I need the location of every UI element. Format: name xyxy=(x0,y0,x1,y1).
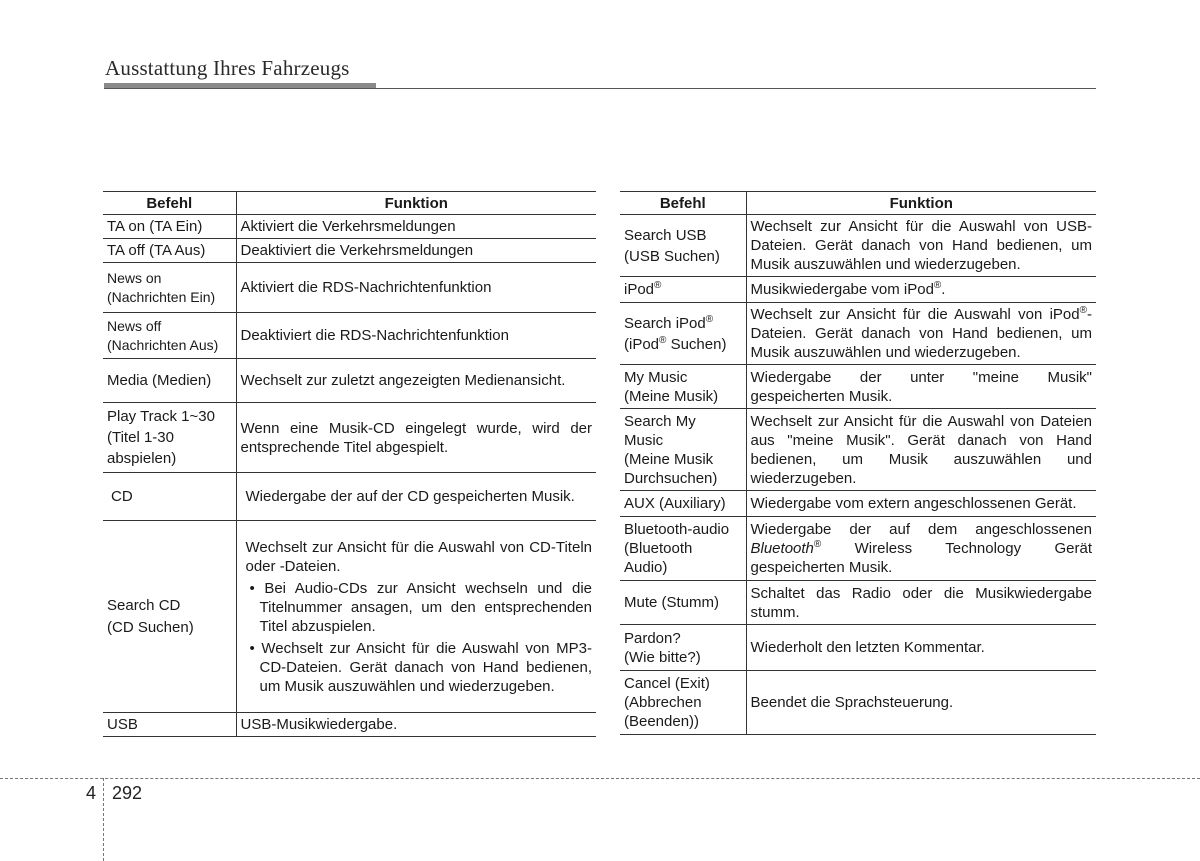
function-text: -Dateien. Gerät danach von Hand bedienen, um Musik auszuwählen und wiederzugeben. xyxy=(750,306,1092,361)
command-line: Cancel (Exit) xyxy=(624,675,710,692)
table-row xyxy=(103,521,596,713)
function-cell xyxy=(746,277,1096,303)
command-line: abspielen) xyxy=(107,450,177,467)
chapter-number: 4 xyxy=(86,783,97,803)
table-row xyxy=(620,303,1096,365)
command-line xyxy=(624,313,742,334)
table-row xyxy=(620,215,1096,277)
registered-mark: ® xyxy=(1079,305,1087,316)
command-line: (Nachrichten Ein) xyxy=(107,288,216,305)
command-line: Search USB xyxy=(624,226,707,244)
command-line: My Music xyxy=(624,368,688,386)
function-cell: Deaktiviert die RDS-Nachrichtenfunktion xyxy=(236,313,596,359)
command-cell xyxy=(620,409,746,491)
function-cell: Wechselt zur Ansicht für die Auswahl von Dateien aus "meine Musik". Gerät danach von Hand bedienen, um Musik auszuwählen und wiederzugeben. xyxy=(746,409,1096,491)
function-cell xyxy=(746,303,1096,365)
table-row xyxy=(103,713,596,737)
function-cell: Wiedergabe vom extern angeschlossenen Gerät. xyxy=(746,491,1096,517)
command-cell xyxy=(103,313,236,359)
command-line: News off xyxy=(107,317,162,334)
command-line: (Titel 1-30 xyxy=(107,429,174,446)
command-line: (Nachrichten Aus) xyxy=(107,336,219,353)
command-line: News on xyxy=(107,269,162,286)
command-line: Pardon? xyxy=(624,629,681,647)
table-row xyxy=(103,473,596,521)
command-text: (iPod xyxy=(624,335,660,353)
command-line: (CD Suchen) xyxy=(107,618,194,636)
footer-dashed-rule xyxy=(0,778,1200,779)
table-row xyxy=(103,215,596,239)
function-text: Wiedergabe der auf dem angeschlossenen xyxy=(750,521,1092,538)
bullet-item: • Wechselt zur Ansicht für die Auswahl von MP3-CD-Dateien. Gerät danach von Hand bedienen, um Musik auszuwählen und wiederzugeben. xyxy=(249,639,592,695)
command-line: Bluetooth-audio xyxy=(624,521,730,538)
command-line: (Meine Musik) xyxy=(624,387,719,405)
function-text: . xyxy=(941,281,946,298)
command-cell: USB xyxy=(103,713,236,737)
function-text: Wireless Technology Gerät gespeicherten Musik. xyxy=(750,540,1092,576)
function-cell: Deaktiviert die Verkehrsmeldungen xyxy=(236,239,596,263)
page-number: 292 xyxy=(112,783,143,803)
command-cell: TA off (TA Aus) xyxy=(103,239,236,263)
function-cell: Wenn eine Musik-CD eingelegt wurde, wird der entsprechende Titel abgespielt. xyxy=(236,403,596,473)
table-header-row xyxy=(620,192,1096,215)
function-text: Bluetooth xyxy=(750,540,814,557)
command-line: (Bluetooth xyxy=(624,540,693,557)
function-cell xyxy=(236,521,596,713)
command-cell: TA on (TA Ein) xyxy=(103,215,236,239)
column-header-command: Befehl xyxy=(103,192,236,215)
table-row xyxy=(620,581,1096,625)
command-line: Music xyxy=(624,431,664,449)
command-line: (USB Suchen) xyxy=(624,247,720,265)
command-line: (Beenden)) xyxy=(624,713,700,730)
table-row xyxy=(103,403,596,473)
column-header-function: Funktion xyxy=(746,192,1096,215)
function-cell: Aktiviert die RDS-Nachrichtenfunktion xyxy=(236,263,596,313)
table-row xyxy=(620,517,1096,581)
function-cell: Aktiviert die Verkehrsmeldungen xyxy=(236,215,596,239)
registered-mark: ® xyxy=(659,334,667,346)
command-cell xyxy=(103,403,236,473)
column-header-function: Funktion xyxy=(236,192,596,215)
command-cell xyxy=(620,625,746,671)
page-header-title: Ausstattung Ihres Fahrzeugs xyxy=(105,56,350,80)
function-cell: Wiedergabe der auf der CD gespeicherten Musik. xyxy=(236,473,596,521)
command-line: Play Track 1~30 xyxy=(107,408,215,425)
table-row xyxy=(103,359,596,403)
function-cell: USB-Musikwiedergabe. xyxy=(236,713,596,737)
function-cell: Wiederholt den letzten Kommentar. xyxy=(746,625,1096,671)
command-cell xyxy=(620,303,746,365)
function-cell: Wechselt zur Ansicht für die Auswahl von USB-Dateien. Gerät danach von Hand bedienen, um Musik auszuwählen und wiederzugeben. xyxy=(746,215,1096,277)
command-line xyxy=(624,334,742,355)
command-cell: Mute (Stumm) xyxy=(620,581,746,625)
table-row xyxy=(620,671,1096,735)
command-line: (Wie bitte?) xyxy=(624,648,701,666)
table-row xyxy=(103,263,596,313)
command-cell xyxy=(620,215,746,277)
registered-mark: ® xyxy=(813,539,822,550)
command-text: Suchen) xyxy=(666,335,727,353)
registered-mark: ® xyxy=(933,280,942,291)
command-cell xyxy=(620,277,746,303)
command-cell xyxy=(103,263,236,313)
function-cell: Wechselt zur zuletzt angezeigten Medienansicht. xyxy=(236,359,596,403)
footer-dashed-divider xyxy=(103,778,104,861)
function-text: Wechselt zur Ansicht für die Auswahl von CD-Titeln oder -Dateien. xyxy=(245,538,592,575)
command-line: Search CD xyxy=(107,596,181,614)
table-row xyxy=(103,313,596,359)
command-line: Durchsuchen) xyxy=(624,469,718,487)
function-cell xyxy=(746,517,1096,581)
registered-mark: ® xyxy=(654,280,662,291)
function-cell: Beendet die Sprachsteuerung. xyxy=(746,671,1096,735)
table-header-row xyxy=(103,192,596,215)
voice-command-table-left xyxy=(103,191,596,737)
table-row xyxy=(620,277,1096,303)
table-row xyxy=(620,625,1096,671)
voice-command-table-right xyxy=(620,191,1096,735)
command-line: Search My xyxy=(624,412,696,430)
command-cell xyxy=(620,671,746,735)
bullet-item: • Bei Audio-CDs zur Ansicht wechseln und die Titelnummer ansagen, um den entsprechenden Titel abzuspielen. xyxy=(249,579,592,635)
table-row xyxy=(620,365,1096,409)
registered-mark: ® xyxy=(705,313,714,325)
command-text: Search iPod xyxy=(624,314,706,332)
command-text: iPod xyxy=(624,281,655,298)
command-cell: AUX (Auxiliary) xyxy=(620,491,746,517)
header-rule xyxy=(104,88,1096,89)
function-text: Musikwiedergabe vom iPod xyxy=(750,281,934,298)
command-line: (Meine Musik xyxy=(624,450,714,468)
function-cell: Wiedergabe der unter "meine Musik" gespeicherten Musik. xyxy=(746,365,1096,409)
table-row xyxy=(620,409,1096,491)
command-cell: CD xyxy=(103,473,236,521)
command-cell xyxy=(620,365,746,409)
command-cell: Media (Medien) xyxy=(103,359,236,403)
command-line: (Abbrechen xyxy=(624,694,702,711)
command-cell xyxy=(103,521,236,713)
command-cell xyxy=(620,517,746,581)
function-cell: Schaltet das Radio oder die Musikwiedergabe stumm. xyxy=(746,581,1096,625)
command-line: Audio) xyxy=(624,559,668,576)
column-header-command: Befehl xyxy=(620,192,746,215)
function-text: Wechselt zur Ansicht für die Auswahl von iPod xyxy=(750,306,1080,323)
table-row xyxy=(103,239,596,263)
table-row xyxy=(620,491,1096,517)
